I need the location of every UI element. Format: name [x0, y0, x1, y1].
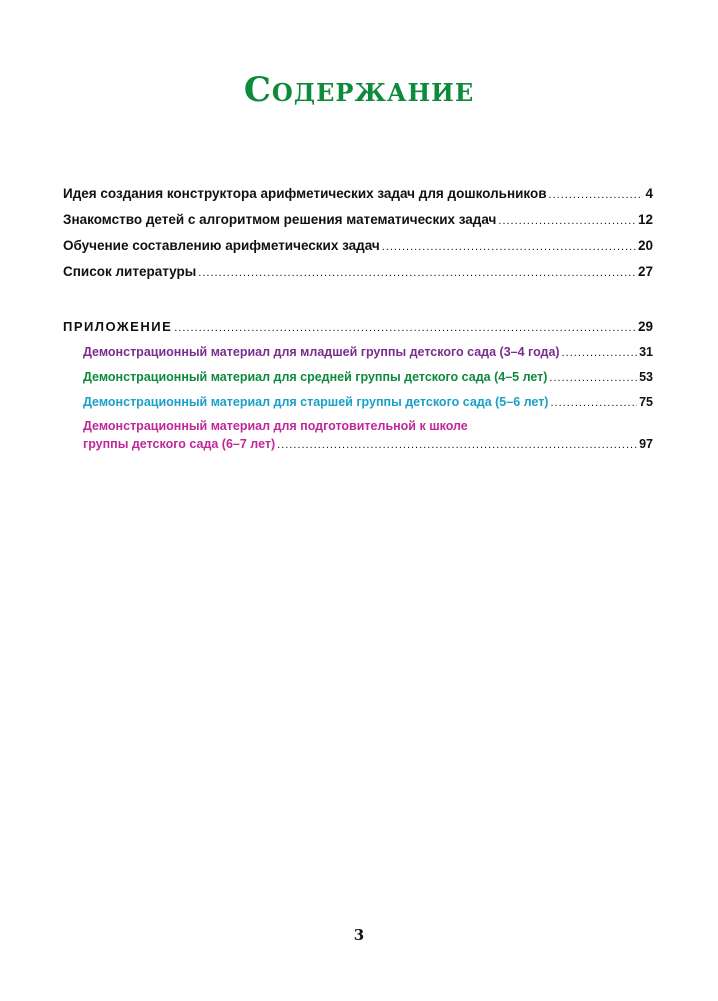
toc-entry-page: 20: [637, 238, 653, 253]
toc-subentry-senior[interactable]: [83, 393, 653, 411]
toc-entry-label: Идея создания конструктора арифметических задач для дошкольников: [63, 186, 547, 201]
toc-leader-dots: [198, 264, 636, 282]
toc-appendix-label: ПРИЛОЖЕНИЕ: [63, 319, 173, 334]
toc-subentry-page: 53: [639, 370, 653, 384]
toc-leader-dots: [549, 369, 637, 387]
toc-leader-dots: [382, 238, 636, 256]
toc-subentry-junior[interactable]: [83, 343, 653, 361]
toc-leader-dots: [550, 394, 637, 412]
toc-entry-page: 27: [637, 264, 653, 279]
toc-leader-dots: [277, 436, 637, 454]
toc-entry-page: 4: [645, 186, 653, 201]
toc-subentry-label: Демонстрационный материал для младшей группы детского сада (3–4 года): [83, 345, 560, 359]
toc-subentry-page: 31: [639, 345, 653, 359]
toc-appendix-entry[interactable]: [63, 318, 653, 336]
toc-subentry-label: Демонстрационный материал для старшей группы детского сада (5–6 лет): [83, 395, 549, 409]
toc-subentry-middle[interactable]: [83, 368, 653, 386]
toc-appendix-page: 29: [637, 319, 653, 334]
toc-entry[interactable]: [63, 263, 653, 281]
toc-entry-page: 12: [637, 212, 653, 227]
toc-entry[interactable]: [63, 211, 653, 229]
toc-main-list: [63, 185, 653, 289]
toc-subentry-label-line2: группы детского сада (6–7 лет): [83, 437, 276, 451]
toc-entry-label: Знакомство детей с алгоритмом решения математических задач: [63, 212, 497, 227]
toc-entry-label: Обучение составлению арифметических задач: [63, 238, 380, 253]
toc-entry[interactable]: [63, 237, 653, 255]
toc-subentry-label-line1: Демонстрационный материал для подготовительной к школе: [83, 419, 468, 433]
toc-entry-label: Список литературы: [63, 264, 197, 279]
toc-leader-dots: [562, 344, 637, 362]
toc-subentry-page: 75: [639, 395, 653, 409]
page-title: Содержание: [243, 70, 475, 110]
page-number: 3: [353, 926, 365, 944]
toc-subentry-preparatory[interactable]: [63, 418, 653, 453]
toc-appendix-list: [63, 318, 653, 453]
toc-leader-dots: [549, 186, 644, 204]
toc-leader-dots: [174, 319, 636, 337]
toc-subentry-label: Демонстрационный материал для средней группы детского сада (4–5 лет): [83, 370, 548, 384]
toc-subentry-page: 97: [639, 437, 653, 451]
toc-entry[interactable]: [63, 185, 653, 203]
toc-leader-dots: [498, 212, 636, 230]
